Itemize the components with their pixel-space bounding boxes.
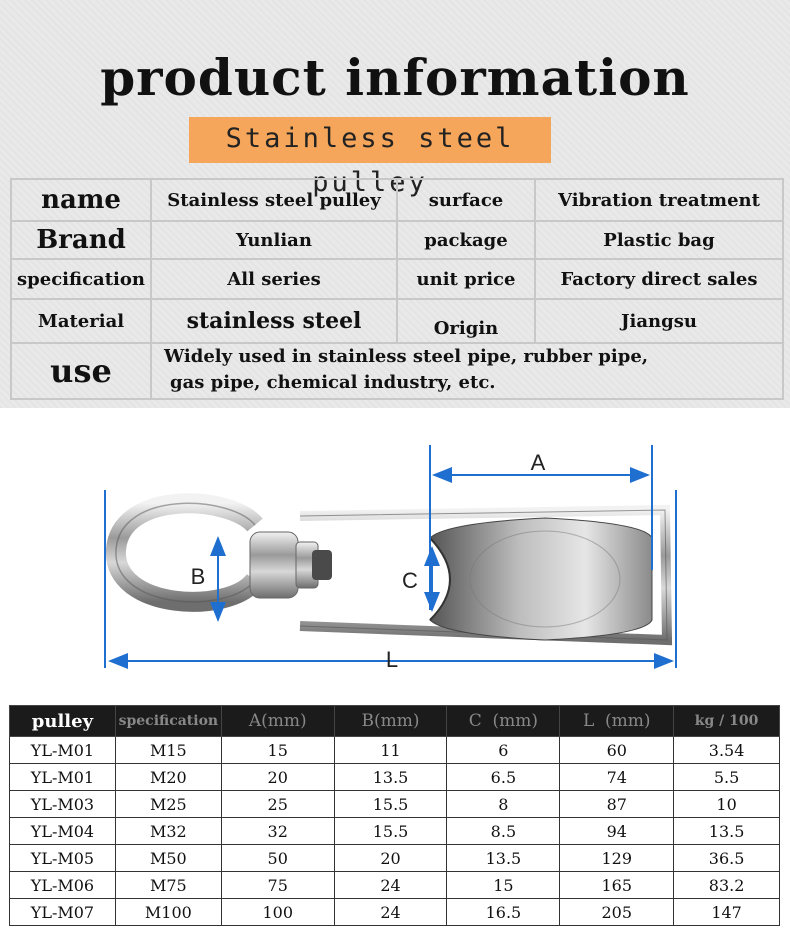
- table-cell: YL-M05: [10, 845, 116, 872]
- table-cell: 20: [221, 764, 334, 791]
- info-value: All series: [152, 260, 398, 298]
- table-cell: M20: [115, 764, 221, 791]
- table-row: [10, 872, 780, 899]
- info-value: Factory direct sales: [560, 268, 758, 290]
- table-cell: 15.5: [334, 791, 447, 818]
- info-table: [10, 178, 784, 400]
- table-cell: 6: [447, 737, 560, 764]
- col-header: kg / 100: [674, 706, 780, 737]
- table-cell: 25: [221, 791, 334, 818]
- table-cell: YL-M01: [10, 737, 116, 764]
- table-cell: 15: [221, 737, 334, 764]
- table-cell: 147: [674, 899, 780, 926]
- table-cell: 13.5: [334, 764, 447, 791]
- info-value: Stainless steel pulley: [152, 180, 398, 220]
- table-cell: 60: [560, 737, 674, 764]
- table-cell: 129: [560, 845, 674, 872]
- info-label: unit price: [398, 260, 536, 298]
- product-subtitle-banner: Stainless steel pulley: [189, 117, 551, 163]
- table-cell: 24: [334, 872, 447, 899]
- col-header: specification: [115, 706, 221, 737]
- col-header: A(mm): [221, 706, 334, 737]
- info-value: stainless steel: [152, 300, 398, 342]
- dim-c-label: C: [402, 568, 418, 593]
- table-cell: M75: [115, 872, 221, 899]
- table-cell: 36.5: [674, 845, 780, 872]
- table-row: [10, 791, 780, 818]
- info-value: Vibration treatment: [558, 189, 760, 211]
- table-cell: M32: [115, 818, 221, 845]
- col-header: pulley: [10, 706, 116, 737]
- dim-a-label: A: [530, 450, 546, 475]
- table-cell: YL-M07: [10, 899, 116, 926]
- table-cell: 8.5: [447, 818, 560, 845]
- pulley-wheel: [430, 518, 652, 640]
- table-cell: 20: [334, 845, 447, 872]
- table-cell: 50: [221, 845, 334, 872]
- table-cell: 11: [334, 737, 447, 764]
- table-cell: YL-M01: [10, 764, 116, 791]
- table-cell: 87: [560, 791, 674, 818]
- table-cell: 75: [221, 872, 334, 899]
- table-cell: 6.5: [447, 764, 560, 791]
- info-label: use: [12, 344, 152, 398]
- info-row: [12, 222, 782, 260]
- table-cell: 205: [560, 899, 674, 926]
- pulley-illustration: [0, 420, 790, 690]
- info-value: Jiangsu: [621, 310, 697, 332]
- info-value: Plastic bag: [603, 229, 715, 251]
- table-cell: 24: [334, 899, 447, 926]
- table-cell: 10: [674, 791, 780, 818]
- table-cell: 16.5: [447, 899, 560, 926]
- table-row: [10, 737, 780, 764]
- table-row: [10, 899, 780, 926]
- table-cell: 13.5: [447, 845, 560, 872]
- pulley-dimension-diagram: [0, 420, 790, 690]
- table-cell: 15: [447, 872, 560, 899]
- info-row: [12, 300, 782, 344]
- spec-table-header: [10, 706, 780, 737]
- use-line-1: Widely used in stainless steel pipe, rubber pipe,: [164, 346, 649, 367]
- table-cell: 5.5: [674, 764, 780, 791]
- info-label: Material: [12, 300, 152, 342]
- info-value: Yunlian: [152, 222, 398, 258]
- table-row: [10, 764, 780, 791]
- table-cell: 94: [560, 818, 674, 845]
- info-label: Brand: [12, 222, 152, 258]
- dim-l-label: L: [385, 647, 399, 672]
- page-title: product information: [100, 48, 690, 107]
- table-cell: 13.5: [674, 818, 780, 845]
- col-header: L (mm): [560, 706, 674, 737]
- table-cell: 8: [447, 791, 560, 818]
- info-label: Origin: [398, 300, 536, 342]
- use-line-2: gas pipe, chemical industry, etc.: [170, 372, 496, 393]
- table-cell: YL-M06: [10, 872, 116, 899]
- col-header: B(mm): [334, 706, 447, 737]
- table-cell: 74: [560, 764, 674, 791]
- spec-table: [9, 705, 780, 926]
- info-row-use: [12, 344, 782, 398]
- table-row: [10, 845, 780, 872]
- table-cell: 165: [560, 872, 674, 899]
- table-cell: 15.5: [334, 818, 447, 845]
- info-label: name: [12, 180, 152, 220]
- info-label: package: [398, 222, 536, 258]
- table-cell: 83.2: [674, 872, 780, 899]
- table-cell: 3.54: [674, 737, 780, 764]
- info-label: surface: [398, 180, 536, 220]
- table-cell: YL-M03: [10, 791, 116, 818]
- col-header: C (mm): [447, 706, 560, 737]
- dim-b-label: B: [190, 564, 206, 589]
- table-cell: M100: [115, 899, 221, 926]
- table-row: [10, 818, 780, 845]
- use-description: [152, 344, 782, 398]
- info-row: [12, 180, 782, 222]
- table-cell: M25: [115, 791, 221, 818]
- table-cell: 32: [221, 818, 334, 845]
- table-cell: M50: [115, 845, 221, 872]
- info-row: [12, 260, 782, 300]
- product-info-section: [0, 0, 790, 408]
- info-label: specification: [12, 260, 152, 298]
- table-cell: M15: [115, 737, 221, 764]
- table-cell: YL-M04: [10, 818, 116, 845]
- table-cell: 100: [221, 899, 334, 926]
- swivel-joint: [250, 532, 298, 598]
